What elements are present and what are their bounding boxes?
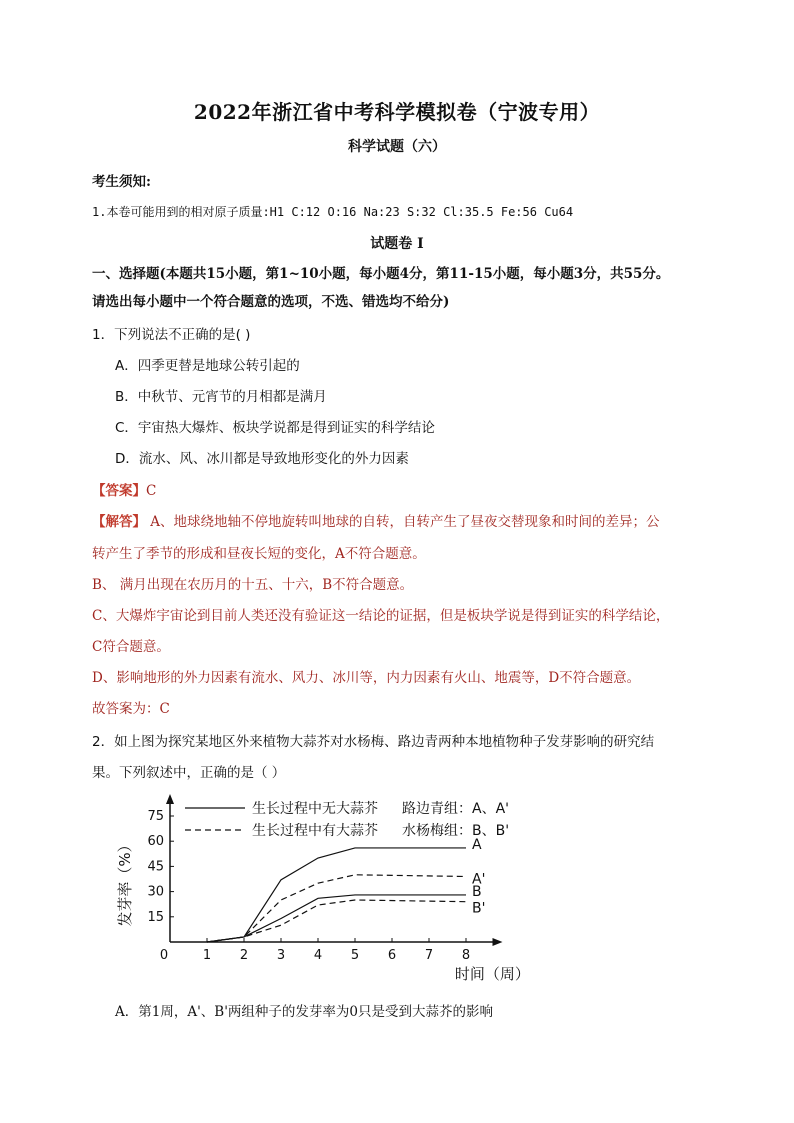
page-title: 2022年浙江省中考科学模拟卷（宁波专用） xyxy=(193,100,601,124)
question-2-stem-2: 果。下列叙述中，正确的是（ ） xyxy=(92,765,286,781)
question-1-option-a: A．四季更替是地球公转引起的 xyxy=(115,358,300,374)
y-tick-label: 75 xyxy=(147,809,164,824)
y-tick-label: 45 xyxy=(147,859,164,875)
question-1-conclusion: 故答案为：C xyxy=(92,701,170,717)
question-1-analysis-4: C、大爆炸宇宙论到目前人类还没有验证这一结论的证据，但是板块学说是得到证实的科学结论， xyxy=(92,608,670,624)
legend-label: 生长过程中有大蒜芥 xyxy=(252,823,378,839)
question-1-stem: 1．下列说法不正确的是( ) xyxy=(92,327,251,343)
series-label: B' xyxy=(472,900,486,917)
question-1-analysis-2: 转产生了季节的形成和昼夜长短的变化，A不符合题意。 xyxy=(92,546,426,562)
analysis-tag: 【解答】 xyxy=(92,514,146,530)
page-subtitle: 科学试题（六） xyxy=(348,139,446,155)
answer-value: C xyxy=(146,483,157,499)
x-tick-label: 2 xyxy=(239,948,249,963)
x-tick-label: 0 xyxy=(159,948,169,963)
notice-line: 1.本卷可能用到的相对原子质量:H1 C:12 O:16 Na:23 S:32 Cl:35.5 Fe:56 Cu64 xyxy=(92,205,574,219)
x-tick-label: 7 xyxy=(424,948,434,963)
question-2-option-a: A．第1周，A'、B'两组种子的发芽率为0只是受到大蒜芥的影响 xyxy=(115,1004,494,1020)
question-1-analysis-5: C符合题意。 xyxy=(92,639,170,655)
analysis-text-1: A、地球绕地轴不停地旋转叫地球的自转，自转产生了昼夜交替现象和时间的差异；公 xyxy=(146,514,660,530)
question-1-answer xyxy=(92,479,156,499)
series-label: A' xyxy=(472,871,486,888)
group-label: 水杨梅组：B、B' xyxy=(402,823,510,839)
section-label: 试题卷 I xyxy=(370,236,424,252)
x-axis-arrow xyxy=(493,938,503,946)
group-label: 路边青组：A、A' xyxy=(402,801,510,817)
series-label: B xyxy=(472,883,482,900)
x-tick-label: 3 xyxy=(276,948,286,963)
series-label: A xyxy=(472,836,482,853)
question-1-analysis-1 xyxy=(92,510,660,530)
x-tick-label: 4 xyxy=(313,948,323,963)
section-intro-2: 请选出每小题中一个符合题意的选项，不选、错选均不给分) xyxy=(92,294,450,310)
notice-heading: 考生须知: xyxy=(92,174,151,190)
y-tick-label: 30 xyxy=(147,884,164,900)
answer-tag: 【答案】 xyxy=(92,483,146,499)
x-axis-label: 时间（周） xyxy=(454,965,530,983)
germination-chart xyxy=(116,790,560,983)
series-line-A-prime xyxy=(207,875,466,942)
x-tick-label: 5 xyxy=(350,948,360,963)
question-1-analysis-3: B、 满月出现在农历月的十五、十六，B不符合题意。 xyxy=(92,577,414,593)
question-1-analysis-6: D、影响地形的外力因素有流水、风力、冰川等，内力因素有火山、地震等，D不符合题意。 xyxy=(92,670,641,686)
x-tick-label: 8 xyxy=(461,948,471,963)
chart-layer xyxy=(116,794,530,983)
section-intro-1: 一、选择题(本题共15小题，第1~10小题，每小题4分，第11-15小题，每小题3分，共55分。 xyxy=(92,266,670,282)
question-1-option-c: C．宇宙热大爆炸、板块学说都是得到证实的科学结论 xyxy=(115,420,435,436)
legend-label: 生长过程中无大蒜芥 xyxy=(252,801,378,817)
question-2-stem-1: 2．如上图为探究某地区外来植物大蒜芥对水杨梅、路边青两种本地植物种子发芽影响的研究结 xyxy=(92,734,655,750)
x-tick-label: 6 xyxy=(387,948,397,963)
y-axis-label: 发芽率（%） xyxy=(116,837,134,927)
y-tick-label: 15 xyxy=(147,909,164,925)
x-tick-label: 1 xyxy=(202,948,212,963)
y-axis-arrow xyxy=(166,794,174,804)
question-1-option-d: D．流水、风、冰川都是导致地形变化的外力因素 xyxy=(115,451,409,467)
question-1-option-b: B．中秋节、元宵节的月相都是满月 xyxy=(115,389,327,405)
y-tick-label: 60 xyxy=(147,834,164,850)
